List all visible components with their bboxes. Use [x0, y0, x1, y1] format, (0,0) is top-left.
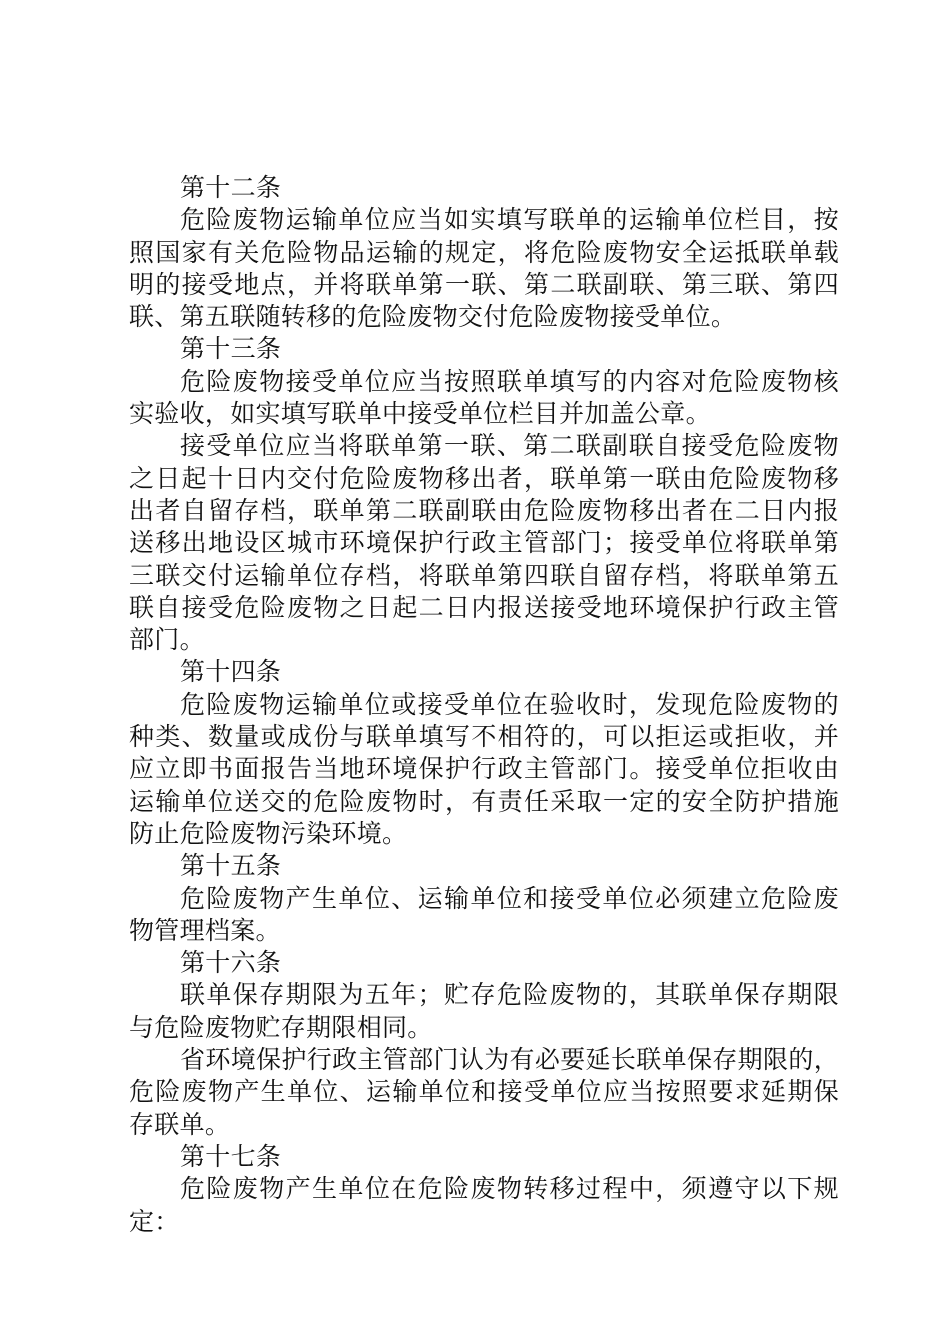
- paragraph-line: 与危险废物贮存期限相同。: [129, 1012, 433, 1042]
- paragraph-line: 物管理档案。: [129, 915, 281, 945]
- paragraph-line: 部门。: [129, 625, 205, 655]
- paragraph-line: 运输单位送交的危险废物时，有责任采取一定的安全防护措施: [129, 786, 839, 816]
- paragraph-line: 联自接受危险废物之日起二日内报送接受地环境保护行政主管: [129, 592, 839, 622]
- article-heading: 第十二条: [180, 173, 282, 202]
- article-heading: 第十七条: [180, 1141, 282, 1171]
- document-body: [129, 172, 839, 1238]
- paragraph-line: 省环境保护行政主管部门认为有必要延长联单保存期限的，: [180, 1045, 839, 1075]
- paragraph-line: 应立即书面报告当地环境保护行政主管部门。接受单位拒收由: [129, 754, 839, 784]
- paragraph-line: 种类、数量或成份与联单填写不相符的，可以拒运或拒收，并: [129, 722, 839, 752]
- paragraph-line: 出者自留存档，联单第二联副联由危险废物移出者在二日内报: [129, 495, 839, 525]
- paragraph-line: 实验收，如实填写联单中接受单位栏目并加盖公章。: [129, 399, 711, 429]
- paragraph-line: 定：: [129, 1206, 180, 1236]
- article-heading: 第十六条: [180, 948, 282, 978]
- paragraph-line: 危险废物产生单位在危险废物转移过程中，须遵守以下规: [180, 1174, 839, 1204]
- paragraph-line: 联、第五联随转移的危险废物交付危险废物接受单位。: [129, 302, 737, 332]
- paragraph-line: 联单保存期限为五年；贮存危险废物的，其联单保存期限: [180, 980, 839, 1010]
- paragraph-line: 危险废物运输单位或接受单位在验收时，发现危险废物的: [180, 689, 839, 719]
- paragraph-line: 防止危险废物污染环境。: [129, 818, 408, 848]
- paragraph-line: 危险废物产生单位、运输单位和接受单位必须建立危险废: [180, 883, 839, 913]
- paragraph-line: 送移出地设区城市环境保护行政主管部门；接受单位将联单第: [129, 528, 839, 558]
- article-heading: 第十四条: [180, 657, 282, 687]
- paragraph-line: 明的接受地点，并将联单第一联、第二联副联、第三联、第四: [129, 269, 839, 299]
- article-heading: 第十五条: [180, 851, 282, 881]
- article-heading: 第十三条: [180, 334, 282, 364]
- paragraph-line: 危险废物产生单位、运输单位和接受单位应当按照要求延期保: [129, 1077, 839, 1107]
- paragraph-line: 三联交付运输单位存档，将联单第四联自留存档，将联单第五: [129, 560, 839, 590]
- paragraph-line: 危险废物接受单位应当按照联单填写的内容对危险废物核: [180, 366, 839, 396]
- paragraph-line: 存联单。: [129, 1109, 231, 1139]
- paragraph-line: 接受单位应当将联单第一联、第二联副联自接受危险废物: [180, 431, 839, 461]
- paragraph-line: 之日起十日内交付危险废物移出者，联单第一联由危险废物移: [129, 463, 839, 493]
- paragraph-line: 照国家有关危险物品运输的规定，将危险废物安全运抵联单载: [129, 237, 839, 267]
- paragraph-line: 危险废物运输单位应当如实填写联单的运输单位栏目，按: [180, 205, 839, 235]
